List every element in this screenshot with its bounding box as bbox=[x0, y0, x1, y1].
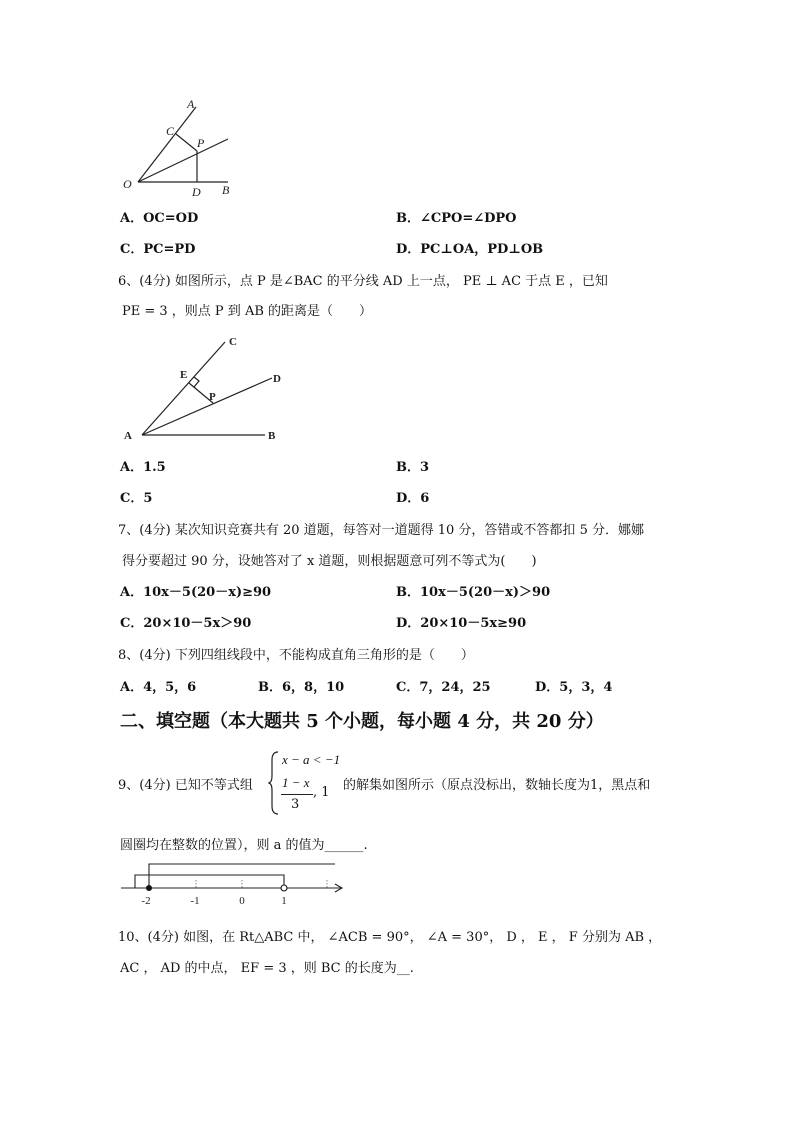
q9-fraction-numerator: 1 − x bbox=[282, 775, 310, 790]
segment-pc bbox=[176, 134, 197, 151]
label-o: O bbox=[123, 177, 132, 191]
right-angle-mark bbox=[194, 377, 199, 387]
q6-option-d: D．6 bbox=[396, 491, 430, 506]
q5-option-a: A．OC=OD bbox=[120, 211, 199, 226]
q6-option-b: B．3 bbox=[396, 460, 430, 475]
q7-stem-line2: 得分要超过 90 分，设她答对了 x 道题，则根据题意可列不等式为( ) bbox=[122, 554, 537, 569]
section-heading-fill-in: 二、填空题（本大题共 5 个小题，每小题 4 分，共 20 分） bbox=[120, 711, 604, 732]
q7-stem-line1: 7、(4分) 某次知识竞赛共有 20 道题，每答对一道题得 10 分，答错或不答都扣 5 分．娜娜 bbox=[118, 523, 644, 538]
figure-bisector-q6 bbox=[115, 330, 295, 445]
ray-oa bbox=[138, 107, 196, 182]
label-p: P bbox=[197, 136, 205, 150]
q7-option-d: D．20×10－5x≥90 bbox=[396, 616, 527, 631]
q6-option-c: C．5 bbox=[120, 491, 153, 506]
open-endpoint bbox=[281, 885, 287, 891]
lower-bracket bbox=[135, 875, 284, 888]
q7-option-c: C．20×10－5x＞90 bbox=[120, 616, 252, 631]
label-p: P bbox=[209, 391, 216, 403]
label-a: A bbox=[124, 430, 132, 442]
figure-angle-bisector-q5 bbox=[110, 95, 250, 200]
label-a: A bbox=[187, 97, 195, 111]
q10-stem-line2: AC ， AD 的中点， EF = 3 ，则 BC 的长度为__. bbox=[120, 961, 414, 976]
tick-label: 0 bbox=[239, 895, 245, 907]
label-c: C bbox=[229, 336, 237, 348]
tick-label: -2 bbox=[141, 895, 151, 907]
ray-ac bbox=[142, 342, 225, 435]
tick-label: -1 bbox=[190, 895, 200, 907]
q6-stem-line2: PE = 3 ，则点 P 到 AB 的距离是（ ） bbox=[122, 304, 373, 319]
q8-option-a: A．4，5，6 bbox=[120, 680, 197, 695]
q7-option-b: B．10x－5(20－x)＞90 bbox=[396, 585, 551, 600]
q10-stem-line1: 10、(4分) 如图，在 Rt△ABC 中， ∠ACB = 90°， ∠A = 30°， D ， E ， F 分别为 AB ， bbox=[118, 930, 662, 945]
q8-stem: 8、(4分) 下列四组线段中，不能构成直角三角形的是（ ） bbox=[118, 648, 474, 663]
q9-stem-line2: 圆圈均在整数的位置），则 a 的值为______. bbox=[120, 838, 368, 853]
q5-option-c: C．PC=PD bbox=[120, 242, 196, 257]
q9-left-brace bbox=[268, 750, 280, 816]
label-d: D bbox=[192, 185, 201, 199]
q8-option-b: B．6，8，10 bbox=[258, 680, 345, 695]
q9-relation: , 1 bbox=[313, 785, 330, 800]
ray-ad bbox=[142, 378, 272, 435]
q9-suffix: 的解集如图所示（原点没标出，数轴长度为1，黑点和 bbox=[343, 778, 651, 793]
tick-label: 1 bbox=[281, 895, 287, 907]
q6-option-a: A．1.5 bbox=[120, 460, 166, 475]
q5-option-d: D．PC⊥OA，PD⊥OB bbox=[396, 242, 544, 257]
q9-inequality-1: x − a < −1 bbox=[282, 752, 341, 767]
q8-option-d: D．5，3，4 bbox=[535, 680, 613, 695]
q9-prefix: 9、(4分) 已知不等式组 bbox=[118, 778, 253, 793]
label-b: B bbox=[268, 430, 276, 442]
q9-fraction-bar bbox=[281, 794, 313, 795]
q5-option-b: B．∠CPO=∠DPO bbox=[396, 211, 517, 226]
q9-number-line bbox=[115, 858, 355, 910]
label-c: C bbox=[166, 124, 175, 138]
bisector-op bbox=[138, 139, 228, 182]
q7-option-a: A．10x－5(20－x)≥90 bbox=[120, 585, 272, 600]
q6-stem-line1: 6、(4分) 如图所示，点 P 是∠BAC 的平分线 AD 上一点， PE ⊥ AC 于点 E ，已知 bbox=[118, 274, 608, 289]
label-b: B bbox=[222, 183, 230, 197]
label-d: D bbox=[273, 373, 281, 385]
solid-endpoint bbox=[146, 885, 152, 891]
label-e: E bbox=[180, 369, 188, 381]
q9-fraction-denominator: 3 bbox=[291, 797, 300, 812]
q8-option-c: C．7，24，25 bbox=[396, 680, 491, 695]
